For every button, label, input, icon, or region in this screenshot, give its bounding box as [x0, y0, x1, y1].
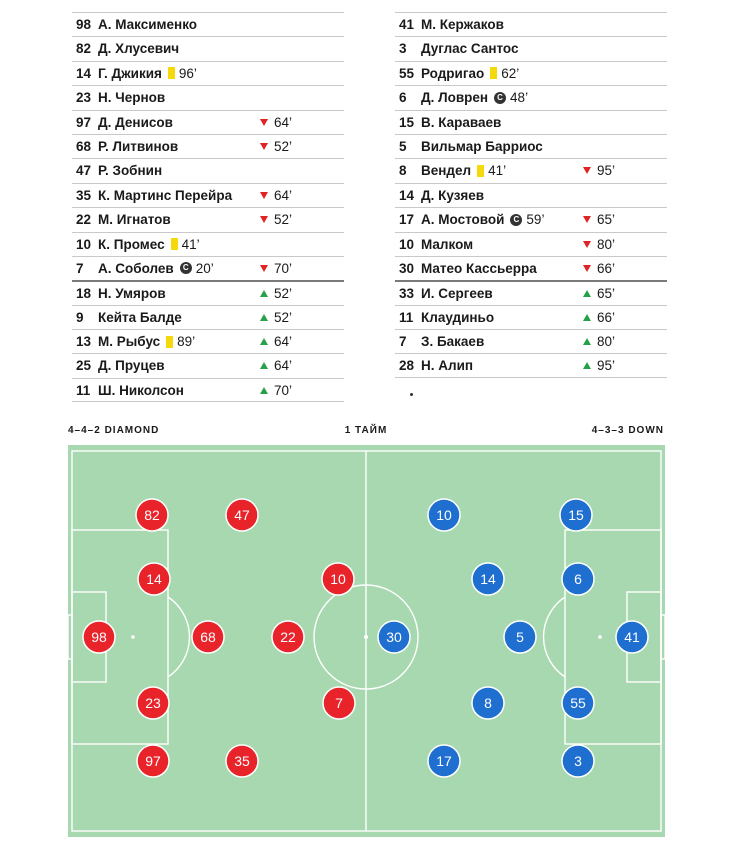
- substitution-minute: 52’: [274, 212, 293, 228]
- sub-out-arrow-icon: [583, 265, 591, 272]
- player-name: А. Максименко: [98, 17, 198, 32]
- event-info: [510, 208, 544, 231]
- player-name: М. Рыбус: [98, 334, 161, 350]
- away-player-token: [504, 621, 536, 653]
- substitution-minute: 70’: [274, 382, 293, 398]
- substitution-info: [260, 257, 292, 280]
- event-info: [171, 233, 200, 256]
- away-player-token: [472, 563, 504, 595]
- substitution-info: [260, 354, 292, 377]
- substitute-row: [395, 305, 667, 329]
- player-number: 11: [76, 382, 91, 398]
- player-name: Д. Хлусевич: [98, 41, 180, 57]
- player-number: 8: [399, 163, 407, 179]
- player-name-block: [421, 282, 493, 305]
- player-name-block: [98, 208, 171, 231]
- left-penalty-spot: [131, 635, 135, 639]
- substitution-info: [583, 306, 615, 329]
- player-name-block: [98, 86, 165, 109]
- player-number: 25: [76, 358, 92, 374]
- player-name-block: [421, 233, 473, 256]
- pitch-labels: [68, 425, 664, 439]
- substitute-row: [72, 305, 344, 329]
- player-name-block: [421, 184, 484, 207]
- home-token-number: 22: [280, 629, 296, 645]
- player-row: [72, 12, 344, 36]
- player-row: [395, 232, 667, 256]
- home-token-number: 97: [145, 753, 161, 769]
- player-number: 35: [76, 187, 92, 203]
- copyright-circle-icon: C: [510, 214, 522, 226]
- player-row: [395, 12, 667, 36]
- player-number: 6: [399, 90, 407, 106]
- player-number: 33: [399, 286, 415, 302]
- player-name-block: [421, 159, 506, 182]
- substitution-minute: 64’: [274, 358, 293, 374]
- substitute-row: [72, 378, 344, 402]
- substitution-info: [583, 354, 615, 377]
- player-number: 98: [76, 17, 92, 32]
- substitution-minute: 95’: [597, 358, 616, 374]
- substitution-info: [260, 306, 292, 329]
- player-number: 28: [399, 358, 415, 374]
- player-name-block: [98, 379, 184, 402]
- player-name-block: [421, 330, 484, 353]
- home-token-number: 35: [234, 753, 250, 769]
- substitution-minute: 65’: [597, 212, 616, 228]
- substitution-info: [583, 282, 615, 305]
- player-row: [395, 110, 667, 134]
- event-info: [166, 330, 195, 353]
- player-row: [395, 183, 667, 207]
- away-player-token: [560, 499, 592, 531]
- player-name: И. Сергеев: [421, 286, 493, 302]
- player-row: [72, 256, 344, 280]
- sub-in-arrow-icon: [583, 314, 591, 321]
- home-player-token: [137, 687, 169, 719]
- home-player-token: [322, 563, 354, 595]
- right-penalty-spot: [598, 635, 602, 639]
- yellow-card-icon: [490, 67, 497, 79]
- away-token-number: 41: [624, 629, 640, 645]
- player-number: 22: [76, 212, 92, 228]
- substitution-info: [583, 330, 615, 353]
- period-label: 1 ТАЙМ: [344, 425, 388, 436]
- home-token-number: 47: [234, 507, 250, 523]
- player-number: 3: [399, 41, 407, 57]
- substitution-info: [583, 257, 615, 280]
- substitution-info: [583, 159, 615, 182]
- player-row: [72, 85, 344, 109]
- center-spot: [364, 635, 368, 639]
- player-name-block: [421, 111, 501, 134]
- player-name: К. Промес: [98, 236, 165, 252]
- copyright-circle-icon: C: [494, 92, 506, 104]
- away-token-number: 15: [568, 507, 584, 523]
- home-token-number: 82: [144, 507, 160, 523]
- substitution-minute: 64’: [274, 114, 293, 130]
- away-token-number: 14: [480, 571, 496, 587]
- away-token-number: 8: [484, 695, 492, 711]
- player-number: 41: [399, 17, 415, 32]
- substitution-minute: 65’: [597, 286, 616, 302]
- player-name: М. Кержаков: [421, 17, 504, 32]
- player-row: [395, 36, 667, 60]
- home-player-token: [137, 745, 169, 777]
- sub-out-arrow-icon: [583, 241, 591, 248]
- home-player-token: [226, 745, 258, 777]
- player-number: 13: [76, 334, 92, 350]
- substitution-minute: 95’: [597, 163, 616, 179]
- player-number: 7: [76, 260, 84, 276]
- substitution-info: [260, 379, 292, 402]
- player-row: [395, 134, 667, 158]
- player-row: [395, 61, 667, 85]
- player-name-block: [98, 282, 166, 305]
- player-number: 47: [76, 163, 92, 179]
- sub-in-arrow-icon: [583, 290, 591, 297]
- player-name: А. Соболев: [98, 260, 174, 276]
- player-name: К. Мартинс Перейра: [98, 187, 233, 203]
- away-player-token: [562, 563, 594, 595]
- player-number: 97: [76, 114, 92, 130]
- substitute-row: [395, 329, 667, 353]
- sub-in-arrow-icon: [260, 387, 268, 394]
- player-row: [72, 158, 344, 182]
- player-name: Г. Джикия: [98, 65, 162, 81]
- player-number: 5: [399, 138, 407, 154]
- player-name: Ш. Николсон: [98, 382, 184, 398]
- player-name-block: [98, 184, 232, 207]
- away-token-number: 3: [574, 753, 582, 769]
- home-player-token: [136, 499, 168, 531]
- player-name: Матео Кассьерра: [421, 260, 537, 276]
- sub-out-arrow-icon: [260, 216, 268, 223]
- event-info: [490, 62, 519, 85]
- substitution-info: [260, 330, 292, 353]
- player-name-block: [421, 208, 544, 231]
- substitute-row: [395, 353, 667, 377]
- sub-out-arrow-icon: [260, 265, 268, 272]
- player-row: [395, 207, 667, 231]
- player-number: 11: [399, 309, 414, 325]
- substitution-info: [583, 208, 615, 231]
- player-row: [72, 207, 344, 231]
- player-name-block: [98, 330, 195, 353]
- player-row: [72, 232, 344, 256]
- player-name-block: [421, 37, 519, 60]
- copyright-circle-icon: C: [180, 262, 192, 274]
- player-name: Клаудиньо: [421, 309, 495, 325]
- player-name-block: [98, 354, 165, 377]
- sub-in-arrow-icon: [583, 362, 591, 369]
- sub-out-arrow-icon: [583, 216, 591, 223]
- player-name-block: [421, 62, 519, 85]
- home-roster: [72, 12, 344, 402]
- substitution-minute: 52’: [274, 309, 293, 325]
- player-number: 30: [399, 260, 415, 276]
- yellow-card-icon: [171, 238, 178, 250]
- substitution-info: [583, 233, 615, 256]
- away-player-token: [428, 499, 460, 531]
- player-name-block: [421, 135, 543, 158]
- player-name: Д. Ловрен: [421, 90, 489, 106]
- event-minute: 89’: [177, 334, 196, 350]
- player-name-block: [98, 37, 179, 60]
- home-token-number: 7: [335, 695, 343, 711]
- player-name-block: [421, 306, 494, 329]
- player-name-block: [98, 62, 197, 85]
- home-token-number: 23: [145, 695, 161, 711]
- player-number: 10: [76, 236, 92, 252]
- substitution-minute: 70’: [274, 260, 293, 276]
- sub-out-arrow-icon: [260, 119, 268, 126]
- sub-in-arrow-icon: [260, 314, 268, 321]
- player-number: 23: [76, 90, 92, 106]
- player-name: Р. Зобнин: [98, 163, 163, 179]
- sub-in-arrow-icon: [260, 290, 268, 297]
- player-name-block: [421, 354, 473, 377]
- player-name: Вильмар Барриос: [421, 138, 543, 154]
- player-name-block: [98, 233, 200, 256]
- player-name-block: [421, 86, 528, 109]
- pitch-svg: [68, 445, 665, 837]
- pitch: [68, 445, 665, 837]
- substitution-minute: 80’: [597, 236, 616, 252]
- player-number: 55: [399, 65, 415, 81]
- away-token-number: 30: [386, 629, 402, 645]
- substitution-minute: 66’: [597, 260, 616, 276]
- player-row: [72, 110, 344, 134]
- home-player-token: [83, 621, 115, 653]
- home-formation-label: 4–4–2 DIAMOND: [68, 425, 160, 436]
- player-name: Кейта Балде: [98, 309, 182, 325]
- player-name: В. Караваев: [421, 114, 502, 130]
- home-player-token: [323, 687, 355, 719]
- away-player-token: [616, 621, 648, 653]
- player-name-block: [98, 257, 214, 280]
- sub-in-arrow-icon: [583, 338, 591, 345]
- player-row: [72, 36, 344, 60]
- player-name: Н. Чернов: [98, 90, 166, 106]
- player-number: 15: [399, 114, 415, 130]
- away-token-number: 6: [574, 571, 582, 587]
- substitute-row: [395, 280, 667, 304]
- home-player-token: [226, 499, 258, 531]
- yellow-card-icon: [166, 336, 173, 348]
- event-info: [168, 62, 197, 85]
- player-name-block: [421, 13, 504, 36]
- event-minute: 41’: [181, 236, 200, 252]
- away-token-number: 10: [436, 507, 452, 523]
- player-name-block: [98, 135, 178, 158]
- player-number: 10: [399, 236, 415, 252]
- player-number: 82: [76, 41, 92, 57]
- home-player-token: [272, 621, 304, 653]
- away-player-token: [562, 745, 594, 777]
- player-name-block: [98, 111, 173, 134]
- sub-out-arrow-icon: [260, 192, 268, 199]
- away-roster: [395, 12, 667, 378]
- player-name-block: [98, 159, 162, 182]
- sub-out-arrow-icon: [260, 143, 268, 150]
- player-name-block: [98, 306, 182, 329]
- substitution-minute: 64’: [274, 334, 293, 350]
- away-token-number: 17: [436, 753, 452, 769]
- away-player-token: [562, 687, 594, 719]
- player-name: Д. Денисов: [98, 114, 173, 130]
- player-row: [395, 85, 667, 109]
- event-minute: 41’: [488, 163, 507, 179]
- substitution-minute: 66’: [597, 309, 616, 325]
- player-name: М. Игнатов: [98, 212, 171, 228]
- player-name: А. Мостовой: [421, 212, 505, 228]
- event-minute: 48’: [510, 90, 529, 106]
- home-player-token: [138, 563, 170, 595]
- sub-in-arrow-icon: [260, 362, 268, 369]
- stray-dot: [410, 393, 413, 396]
- sub-in-arrow-icon: [260, 338, 268, 345]
- substitution-info: [260, 184, 292, 207]
- away-token-number: 5: [516, 629, 524, 645]
- event-minute: 96’: [178, 65, 197, 81]
- player-row: [72, 134, 344, 158]
- event-info: [180, 257, 214, 280]
- player-name: Д. Пруцев: [98, 358, 165, 374]
- player-number: 68: [76, 138, 92, 154]
- home-token-number: 14: [146, 571, 162, 587]
- player-name: Р. Литвинов: [98, 138, 179, 154]
- home-token-number: 98: [91, 629, 107, 645]
- substitution-info: [260, 282, 292, 305]
- substitution-info: [260, 208, 292, 231]
- player-name-block: [98, 13, 197, 36]
- event-info: [494, 86, 528, 109]
- substitution-info: [260, 135, 292, 158]
- player-name: Н. Умяров: [98, 286, 166, 302]
- player-name: Н. Алип: [421, 358, 474, 374]
- event-minute: 62’: [501, 65, 520, 81]
- away-player-token: [428, 745, 460, 777]
- player-row: [72, 61, 344, 85]
- away-player-token: [472, 687, 504, 719]
- player-row: [395, 158, 667, 182]
- player-row: [395, 256, 667, 280]
- player-name: Вендел: [421, 163, 472, 179]
- event-info: [477, 159, 506, 182]
- substitution-minute: 52’: [274, 286, 293, 302]
- player-number: 14: [76, 65, 92, 81]
- player-number: 7: [399, 334, 407, 350]
- player-name-block: [421, 257, 537, 280]
- home-player-token: [192, 621, 224, 653]
- substitution-minute: 52’: [274, 138, 293, 154]
- yellow-card-icon: [477, 165, 484, 177]
- event-minute: 59’: [526, 212, 545, 228]
- player-number: 9: [76, 309, 84, 325]
- player-name: Д. Кузяев: [421, 187, 485, 203]
- substitute-row: [72, 329, 344, 353]
- player-name: Дуглас Сантос: [421, 41, 519, 57]
- player-row: [72, 183, 344, 207]
- away-token-number: 55: [570, 695, 586, 711]
- player-name: Малком: [421, 236, 474, 252]
- sub-out-arrow-icon: [583, 167, 591, 174]
- yellow-card-icon: [168, 67, 175, 79]
- substitution-minute: 64’: [274, 187, 293, 203]
- away-formation-label: 4–3–3 DOWN: [591, 425, 664, 436]
- player-name: Родригао: [421, 65, 485, 81]
- player-number: 18: [76, 286, 92, 302]
- substitute-row: [72, 353, 344, 377]
- player-number: 17: [399, 212, 415, 228]
- substitution-info: [260, 111, 292, 134]
- away-player-token: [378, 621, 410, 653]
- home-token-number: 10: [330, 571, 346, 587]
- substitute-row: [72, 280, 344, 304]
- home-token-number: 68: [200, 629, 216, 645]
- player-number: 14: [399, 187, 415, 203]
- event-minute: 20’: [195, 260, 214, 276]
- substitution-minute: 80’: [597, 334, 616, 350]
- player-name: З. Бакаев: [421, 334, 485, 350]
